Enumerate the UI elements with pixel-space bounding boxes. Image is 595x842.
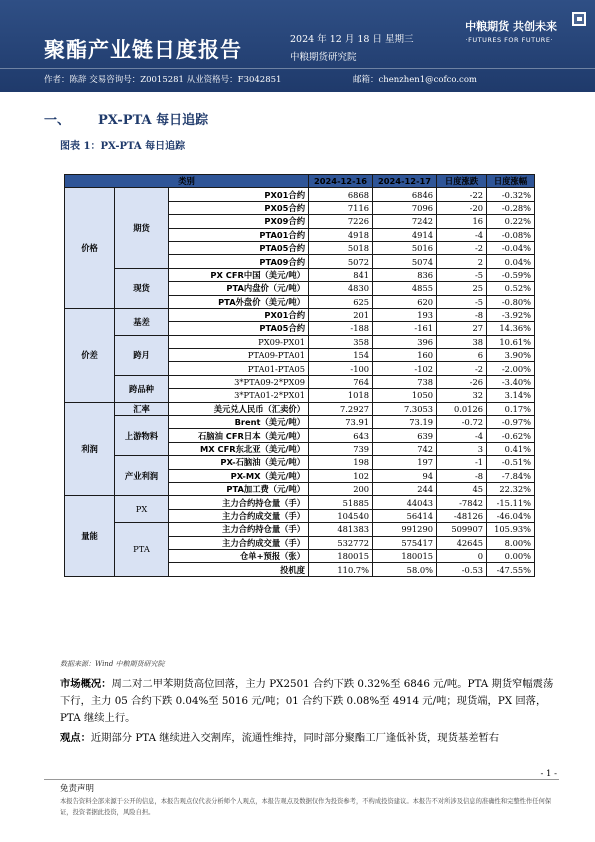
value-day1: 51885 bbox=[309, 496, 373, 509]
table-row bbox=[65, 456, 535, 469]
report-header bbox=[0, 0, 595, 92]
category-profit: 利润 bbox=[65, 402, 115, 496]
value-day1: -100 bbox=[309, 362, 373, 375]
value-day2: 197 bbox=[373, 456, 437, 469]
value-day2: 244 bbox=[373, 482, 437, 495]
value-day2: 4855 bbox=[373, 282, 437, 295]
value-change: -1 bbox=[437, 456, 487, 469]
value-change: 42645 bbox=[437, 536, 487, 549]
row-label: PTA05合约 bbox=[169, 241, 309, 254]
value-pct: 105.93% bbox=[487, 523, 535, 536]
subcategory-futures: 期货 bbox=[115, 188, 169, 268]
value-day1: 104540 bbox=[309, 509, 373, 522]
value-change: -26 bbox=[437, 375, 487, 388]
disclaimer-text: 本报告资料全部来源于公开的信息，本报告观点仅代表分析师个人观点，本报告观点及数据仅作为投资参考，不构成投资建议。本报告不对所涉及信息的准确性和完整性作任何保证，投资者据此投资，风险自担。 bbox=[60, 798, 552, 816]
value-pct: 8.00% bbox=[487, 536, 535, 549]
value-pct: -3.92% bbox=[487, 308, 535, 321]
value-pct: -0.04% bbox=[487, 241, 535, 254]
value-day2: 160 bbox=[373, 349, 437, 362]
value-day2: -161 bbox=[373, 322, 437, 335]
value-day1: 73.91 bbox=[309, 416, 373, 429]
row-label: PX09合约 bbox=[169, 215, 309, 228]
value-pct: 10.61% bbox=[487, 335, 535, 348]
value-day2: 7242 bbox=[373, 215, 437, 228]
value-change: -20 bbox=[437, 201, 487, 214]
value-day1: 481383 bbox=[309, 523, 373, 536]
value-day2: 56414 bbox=[373, 509, 437, 522]
row-label: PTA外盘价（美元/吨） bbox=[169, 295, 309, 308]
value-day1: 102 bbox=[309, 469, 373, 482]
value-day2: 5016 bbox=[373, 241, 437, 254]
value-day2: 6846 bbox=[373, 188, 437, 201]
value-day2: -102 bbox=[373, 362, 437, 375]
subcategory-cross-product: 跨品种 bbox=[115, 375, 169, 402]
value-change: 509907 bbox=[437, 523, 487, 536]
logo-text-cn: 中粮期货 共创未来 bbox=[465, 20, 557, 33]
subcategory-upstream: 上游物料 bbox=[115, 416, 169, 456]
value-pct: -0.51% bbox=[487, 456, 535, 469]
subcategory-calendar-spread: 跨月 bbox=[115, 335, 169, 375]
subcategory-exchange-rate: 汇率 bbox=[115, 402, 169, 415]
value-change: 25 bbox=[437, 282, 487, 295]
table-header-row bbox=[65, 175, 535, 188]
row-label: 投机度 bbox=[169, 563, 309, 576]
value-day1: 200 bbox=[309, 482, 373, 495]
table-row bbox=[65, 188, 535, 201]
value-day2: 73.19 bbox=[373, 416, 437, 429]
row-label: PTA09-PTA01 bbox=[169, 349, 309, 362]
value-pct: -15.11% bbox=[487, 496, 535, 509]
table-row bbox=[65, 496, 535, 509]
value-pct: 0.52% bbox=[487, 282, 535, 295]
page-number: - 1 - bbox=[540, 769, 557, 779]
value-day1: 7226 bbox=[309, 215, 373, 228]
row-label: PX-石脑油（美元/吨） bbox=[169, 456, 309, 469]
value-change: 3 bbox=[437, 442, 487, 455]
row-label: Brent（美元/吨） bbox=[169, 416, 309, 429]
value-change: -22 bbox=[437, 188, 487, 201]
subcategory-spot: 现货 bbox=[115, 268, 169, 308]
value-change: -4 bbox=[437, 429, 487, 442]
header-daily-change: 日度涨跌 bbox=[437, 175, 487, 188]
value-day2: 7.3053 bbox=[373, 402, 437, 415]
value-change: 0.0126 bbox=[437, 402, 487, 415]
value-day2: 58.0% bbox=[373, 563, 437, 576]
logo-icon bbox=[572, 12, 586, 26]
value-pct: -0.80% bbox=[487, 295, 535, 308]
value-change: -5 bbox=[437, 268, 487, 281]
row-label: PX-MX（美元/吨） bbox=[169, 469, 309, 482]
value-pct: 0.04% bbox=[487, 255, 535, 268]
value-day2: 639 bbox=[373, 429, 437, 442]
row-label: PTA内盘价（元/吨） bbox=[169, 282, 309, 295]
row-label: 石脑油 CFR日本（美元/吨） bbox=[169, 429, 309, 442]
footer-divider bbox=[44, 779, 559, 780]
value-pct: -0.62% bbox=[487, 429, 535, 442]
value-day1: 6868 bbox=[309, 188, 373, 201]
market-overview bbox=[60, 676, 560, 727]
value-pct: 22.32% bbox=[487, 482, 535, 495]
value-day2: 94 bbox=[373, 469, 437, 482]
row-label: MX CFR东北亚（美元/吨） bbox=[169, 442, 309, 455]
value-day1: 625 bbox=[309, 295, 373, 308]
row-label: PTA01合约 bbox=[169, 228, 309, 241]
value-pct: 0.17% bbox=[487, 402, 535, 415]
value-change: 45 bbox=[437, 482, 487, 495]
row-label: 主力合约持仓量（手） bbox=[169, 496, 309, 509]
table-row bbox=[65, 402, 535, 415]
table-row bbox=[65, 335, 535, 348]
value-day2: 44043 bbox=[373, 496, 437, 509]
value-day1: 198 bbox=[309, 456, 373, 469]
row-label: 主力合约成交量（手） bbox=[169, 509, 309, 522]
row-label: PX05合约 bbox=[169, 201, 309, 214]
value-day2: 180015 bbox=[373, 549, 437, 562]
section-heading bbox=[44, 109, 208, 128]
row-label: 主力合约持仓量（手） bbox=[169, 523, 309, 536]
value-day1: 643 bbox=[309, 429, 373, 442]
value-change: -5 bbox=[437, 295, 487, 308]
row-label: 美元兑人民币（汇卖价） bbox=[169, 402, 309, 415]
table-row bbox=[65, 523, 535, 536]
viewpoint bbox=[60, 730, 560, 747]
value-day2: 742 bbox=[373, 442, 437, 455]
value-day1: 4918 bbox=[309, 228, 373, 241]
value-change: -0.72 bbox=[437, 416, 487, 429]
category-price: 价格 bbox=[65, 188, 115, 309]
value-day2: 620 bbox=[373, 295, 437, 308]
subcategory-basis: 基差 bbox=[115, 308, 169, 335]
viewpoint-label: 观点： bbox=[60, 732, 91, 744]
header-category: 类别 bbox=[65, 175, 309, 188]
value-pct: -47.55% bbox=[487, 563, 535, 576]
figure-title: 图表 1：PX-PTA 每日追踪 bbox=[60, 141, 186, 152]
row-label: 3*PTA01-2*PX01 bbox=[169, 389, 309, 402]
value-pct: -7.84% bbox=[487, 469, 535, 482]
value-pct: -0.59% bbox=[487, 268, 535, 281]
value-pct: -0.08% bbox=[487, 228, 535, 241]
row-label: PX01合约 bbox=[169, 188, 309, 201]
value-day1: 110.7% bbox=[309, 563, 373, 576]
value-day1: 764 bbox=[309, 375, 373, 388]
value-day2: 738 bbox=[373, 375, 437, 388]
table-row bbox=[65, 268, 535, 281]
value-change: 2 bbox=[437, 255, 487, 268]
subcategory-px: PX bbox=[115, 496, 169, 523]
value-day1: 739 bbox=[309, 442, 373, 455]
value-pct: -0.97% bbox=[487, 416, 535, 429]
viewpoint-text: 近期部分 PTA 继续进入交割库，流通性维持，同时部分聚酯工厂逢低补货，现货基差暂右 bbox=[90, 732, 500, 744]
value-change: -48126 bbox=[437, 509, 487, 522]
table-row bbox=[65, 375, 535, 388]
row-label: 主力合约成交量（手） bbox=[169, 536, 309, 549]
value-day1: 1018 bbox=[309, 389, 373, 402]
value-day1: 154 bbox=[309, 349, 373, 362]
row-label: PX CFR中国（美元/吨） bbox=[169, 268, 309, 281]
value-day1: 5018 bbox=[309, 241, 373, 254]
value-day2: 4914 bbox=[373, 228, 437, 241]
value-pct: 14.36% bbox=[487, 322, 535, 335]
value-day1: 358 bbox=[309, 335, 373, 348]
company-logo bbox=[407, 12, 577, 52]
value-change: -2 bbox=[437, 241, 487, 254]
value-day2: 575417 bbox=[373, 536, 437, 549]
value-change: -8 bbox=[437, 469, 487, 482]
value-change: 27 bbox=[437, 322, 487, 335]
value-change: 32 bbox=[437, 389, 487, 402]
row-label: PX01合约 bbox=[169, 308, 309, 321]
value-change: -7842 bbox=[437, 496, 487, 509]
category-spread: 价差 bbox=[65, 308, 115, 402]
section-title: PX-PTA 每日追踪 bbox=[98, 113, 209, 128]
value-change: 6 bbox=[437, 349, 487, 362]
value-day1: 4830 bbox=[309, 282, 373, 295]
data-source: 数据来源：Wind 中粮期货研究院 bbox=[60, 660, 165, 668]
header-divider bbox=[0, 68, 595, 69]
value-change: 0 bbox=[437, 549, 487, 562]
value-change: -8 bbox=[437, 308, 487, 321]
value-pct: 0.22% bbox=[487, 215, 535, 228]
value-day1: 7116 bbox=[309, 201, 373, 214]
report-title: 聚酯产业链日度报告 bbox=[44, 38, 242, 62]
section-number: 一、 bbox=[44, 113, 71, 128]
value-pct: -0.28% bbox=[487, 201, 535, 214]
value-pct: -2.00% bbox=[487, 362, 535, 375]
value-day2: 396 bbox=[373, 335, 437, 348]
subcategory-pta: PTA bbox=[115, 523, 169, 577]
value-pct: 0.00% bbox=[487, 549, 535, 562]
row-label: 3*PTA09-2*PX09 bbox=[169, 375, 309, 388]
disclaimer-title: 免责声明 bbox=[60, 784, 95, 794]
value-change: -0.53 bbox=[437, 563, 487, 576]
value-day2: 1050 bbox=[373, 389, 437, 402]
institute-name: 中粮期货研究院 bbox=[290, 52, 357, 63]
row-label: 仓单+预报（张） bbox=[169, 549, 309, 562]
row-label: PX09-PX01 bbox=[169, 335, 309, 348]
value-day1: 532772 bbox=[309, 536, 373, 549]
header-daily-pct: 日度涨幅 bbox=[487, 175, 535, 188]
logo-text-en: ·FUTURES FOR FUTURE· bbox=[465, 36, 553, 44]
value-change: 38 bbox=[437, 335, 487, 348]
value-day2: 193 bbox=[373, 308, 437, 321]
header-date-2: 2024-12-17 bbox=[373, 175, 437, 188]
row-label: PTA05合约 bbox=[169, 322, 309, 335]
value-day2: 836 bbox=[373, 268, 437, 281]
table-row bbox=[65, 416, 535, 429]
px-pta-daily-table bbox=[64, 174, 535, 577]
value-day1: 201 bbox=[309, 308, 373, 321]
row-label: PTA加工费（元/吨） bbox=[169, 482, 309, 495]
value-pct: 0.41% bbox=[487, 442, 535, 455]
value-day1: 7.2927 bbox=[309, 402, 373, 415]
value-change: -4 bbox=[437, 228, 487, 241]
value-pct: -46.04% bbox=[487, 509, 535, 522]
market-overview-text: 周二对二甲苯期货高位回落，主力 PX2501 合约下跌 0.32%至 6846 元/吨。PTA 期货窄幅震荡下行，主力 05 合约下跌 0.04%至 5016 元/吨；01 合约下跌 0.08%至 4914 元/吨；现货端，PX 回落，PTA 继续上行。 bbox=[60, 678, 554, 724]
value-day1: 841 bbox=[309, 268, 373, 281]
value-pct: 3.90% bbox=[487, 349, 535, 362]
author-info: 作者：陈辞 交易咨询号：Z0015281 从业资格号：F3042851 bbox=[44, 75, 282, 85]
value-change: -2 bbox=[437, 362, 487, 375]
row-label: PTA09合约 bbox=[169, 255, 309, 268]
author-email: 邮箱：chenzhen1@cofco.com bbox=[353, 75, 477, 85]
header-date-1: 2024-12-16 bbox=[309, 175, 373, 188]
value-pct: -0.32% bbox=[487, 188, 535, 201]
value-day1: -188 bbox=[309, 322, 373, 335]
value-day2: 7096 bbox=[373, 201, 437, 214]
value-pct: -3.40% bbox=[487, 375, 535, 388]
value-day1: 180015 bbox=[309, 549, 373, 562]
row-label: PTA01-PTA05 bbox=[169, 362, 309, 375]
value-day2: 5074 bbox=[373, 255, 437, 268]
value-pct: 3.14% bbox=[487, 389, 535, 402]
subcategory-industry-profit: 产业利润 bbox=[115, 456, 169, 496]
value-day2: 991290 bbox=[373, 523, 437, 536]
report-date: 2024 年 12 月 18 日 星期三 bbox=[290, 34, 414, 45]
market-overview-label: 市场概况： bbox=[60, 678, 112, 690]
value-change: 16 bbox=[437, 215, 487, 228]
value-day1: 5072 bbox=[309, 255, 373, 268]
table-row bbox=[65, 308, 535, 321]
category-volume: 量能 bbox=[65, 496, 115, 576]
